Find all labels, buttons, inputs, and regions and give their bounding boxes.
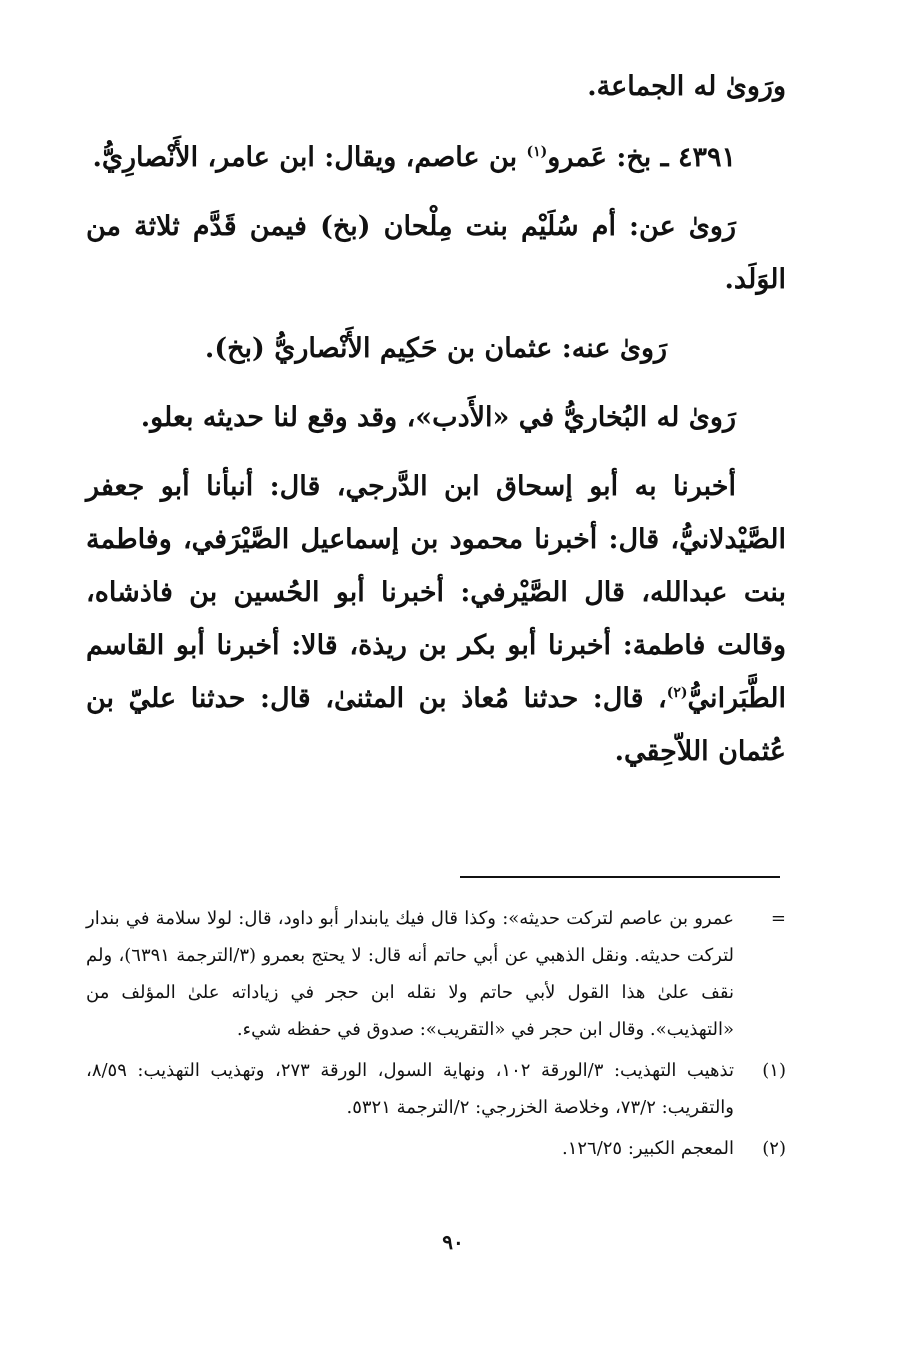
footnote-text: عمرو بن عاصم لتركت حديثه»: وكذا قال فيك يابندار أبو داود، قال: لولا سلامة في بندار لتركت حديثه. ونقل الذهبي عن أبي حاتم أنه قال: لا يحتج بعمرو (٣/الترجمة ٦٣٩١)، ولم نقف علىٰ هذا القول لأبي حاتم ولا نقله ابن حجر في زياداته علىٰ المؤلف من «التهذيب». وقال ابن حجر في «التقريب»: صدوق في حفظه شيء. bbox=[86, 908, 734, 1040]
footnote-2 bbox=[86, 1130, 786, 1167]
footnote-divider bbox=[460, 876, 780, 878]
narrated-for-paragraph: رَوىٰ له البُخاريُّ في «الأَدب»، وقد وقع لنا حديثه بعلو. bbox=[140, 402, 736, 433]
footnote-mark: (١) bbox=[762, 1060, 786, 1081]
footnote-ref-2: (٢) bbox=[666, 685, 688, 701]
isnad-text-continued: ، قال: حدثنا مُعاذ بن المثنىٰ، قال: حدثنا عليّ بن عُثمان اللاّحِقي. bbox=[86, 683, 786, 767]
footnote-ref-1: (١) bbox=[526, 144, 548, 160]
entry-name-continued: بن عاصم، ويقال: ابن عامر، الأَنْصارِيُّ. bbox=[92, 142, 518, 173]
biography-entry-heading: ٤٣٩١ ـ بخ: عَمرو$^{(١)}$ بن عاصم، ويقال: ابن عامر، الأَنْصارِيُّ. bbox=[92, 142, 736, 173]
entry-name: بخ: عَمرو bbox=[547, 142, 652, 173]
narrated-by-paragraph: رَوىٰ عنه: عثمان بن حَكِيم الأَنْصاريُّ (بخ). bbox=[204, 333, 668, 364]
closing-line: ورَوىٰ له الجماعة. bbox=[587, 71, 786, 102]
main-text bbox=[86, 60, 786, 794]
footnotes bbox=[86, 900, 786, 1171]
footnote-mark: (٢) bbox=[762, 1138, 786, 1159]
isnad-paragraph bbox=[86, 460, 786, 778]
footnote-text: تذهيب التهذيب: ٣/الورقة ١٠٢، ونهاية السول، الورقة ٢٧٣، وتهذيب التهذيب: ٨/٥٩، والتقريب: ٧٣/٢، وخلاصة الخزرجي: ٢/الترجمة ٥٣٢١. bbox=[86, 1060, 734, 1118]
footnote-continuation bbox=[86, 900, 786, 1048]
isnad-text: أخبرنا به أبو إسحاق ابن الدَّرجي، قال: أنبأنا أبو جعفر الصَّيْدلانيُّ، قال: أخبرنا محمود بن إسماعيل الصَّيْرَفي، وفاطمة بنت عبدالله، قال الصَّيْرفي: أخبرنا أبو الحُسين بن فاذشاه، وقالت فاطمة: أخبرنا أبو بكر بن ريذة، قالا: أخبرنا أبو القاسم الطَّبَرانيُّ bbox=[86, 471, 786, 714]
footnote-1 bbox=[86, 1052, 786, 1126]
footnote-text: المعجم الكبير: ١٢٦/٢٥. bbox=[561, 1138, 734, 1159]
page-number: ٩٠ bbox=[442, 1230, 464, 1254]
footnote-mark: = bbox=[770, 908, 786, 929]
narrated-from-paragraph: رَوىٰ عن: أم سُلَيْم بنت مِلْحان (بخ) فيمن قَدَّم ثلاثة من الوَلَد. bbox=[86, 211, 786, 295]
entry-number: ٤٣٩١ bbox=[677, 142, 736, 173]
